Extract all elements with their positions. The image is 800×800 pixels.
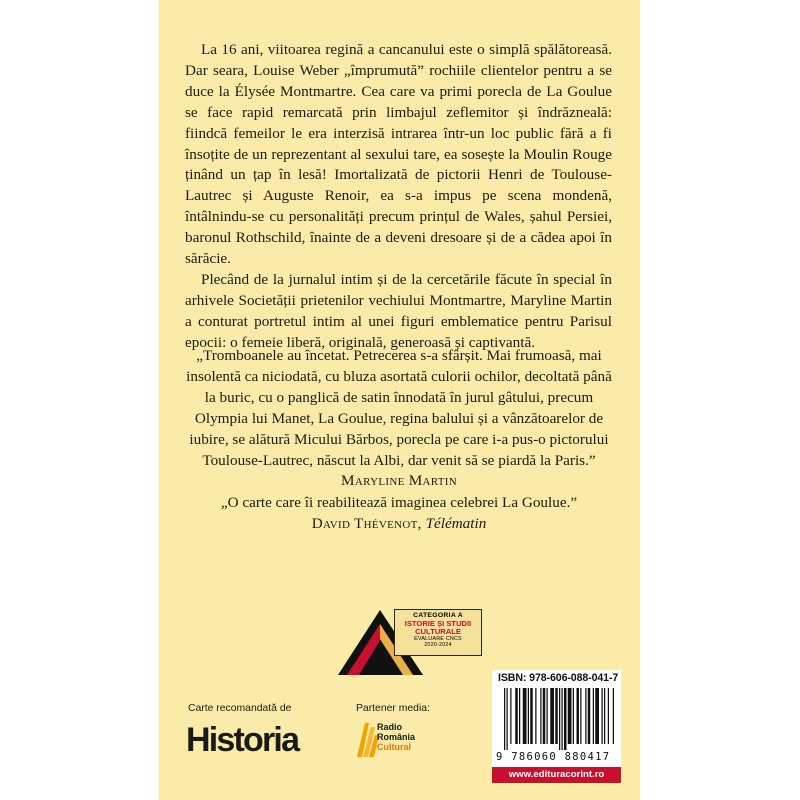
barcode-bar (585, 688, 586, 744)
barcode-bar (608, 688, 609, 744)
recommended-by-label: Carte recomandată de (188, 703, 292, 714)
historia-logo: Historia (186, 721, 299, 759)
quote-text: „O carte care îi reabilitează imaginea celebrei La Goulue.” (220, 494, 578, 511)
badge-years: 2020-2024 (424, 642, 452, 649)
quote-text: „Tromboanele au încetat. Petrecerea s-a sfârșit. Mai frumoasă, mai insolentă ca niciodată, cu bluza asortată culorii ochilor, decoltată până la buric, cu o panglică de satin înnodată în jurul gâtului, precum Olympia lui Manet, La Goulue, regina balului și a vânzătoarelor de iubire, se alătură Micului Bărbos, porecla pe care i-a pus-o pictorului Toulouse-Lautrec, născut la Albi, dar venit să se piardă la Paris.” (186, 347, 612, 469)
barcode-bar (593, 688, 594, 744)
barcode-bar (580, 688, 581, 744)
barcode-bar (602, 688, 603, 744)
barcode-bar (519, 688, 520, 744)
cultural-word: Cultural (377, 742, 412, 752)
quote-david-thevenot (186, 492, 612, 534)
isbn-label: ISBN: 978-606-088-041-7 (498, 672, 619, 684)
barcode-bar (588, 688, 591, 744)
barcode-digits: 9 786060 880417 (496, 751, 611, 763)
badge-category: CATEGORIA A (413, 612, 463, 619)
barcode-bar (595, 688, 599, 744)
barcode-bar (562, 688, 563, 750)
barcode-bar (543, 688, 546, 744)
quote-maryline-martin (186, 346, 612, 492)
quote-author: David Thévenot, (311, 515, 422, 532)
badge-field-1: ISTORIE ȘI STUDII (404, 619, 472, 628)
barcode-bar (510, 688, 511, 744)
quote-author: Maryline Martin (341, 472, 457, 490)
barcode-bar (540, 688, 541, 744)
badge-evaluation: EVALUARE CNCS (414, 636, 462, 642)
barcode-bar (564, 688, 567, 750)
barcode-bar (535, 688, 536, 744)
cncs-category-badge (394, 609, 482, 656)
badge-field-2: CULTURALE (415, 627, 461, 636)
blurb (185, 40, 612, 354)
barcode-bar (555, 688, 558, 744)
barcode-bar (604, 688, 605, 744)
barcode-bar (613, 688, 614, 744)
quote-source: Télématin (425, 515, 487, 532)
romania-word: România (377, 732, 416, 742)
barcode-bar (515, 688, 518, 744)
barcode-bar (530, 688, 533, 744)
barcode-bar (568, 688, 572, 744)
barcode-bar (528, 688, 529, 744)
barcode-bar (504, 688, 505, 750)
barcode-bar (559, 688, 560, 750)
barcode-bar (547, 688, 548, 744)
radio-word: Radio (377, 722, 403, 732)
radio-romania-cultural-text (377, 722, 415, 752)
barcode-bar (577, 688, 580, 744)
barcode-bar (523, 688, 527, 744)
blurb-paragraph-2: Plecând de la jurnalul intim și de la cercetările făcute în special în arhivele Societății prietenilor vechiului Montmartre, Maryline Martin a conturat portretul intim al unei figuri emblematice pentru Parisul epocii: o femeie liberă, originală, generoasă și captivantă. (185, 270, 612, 351)
publisher-website: www.edituracorint.ro (492, 767, 621, 783)
media-partner-label: Partener media: (356, 703, 430, 714)
blurb-paragraph-1: La 16 ani, viitoarea regină a cancanului este o simplă spălătoreasă. Dar seara, Louise Weber „împrumută” rochiile clientelor pentru a se duce la Élysée Montmartre. Cea care va primi porecla de La Goulue se face rapid remarcată prin limbajul zeflemitor și îndrăzneală: fiindcă femeilor le era interzisă intrarea într-un loc public fără a fi însoțite de un reprezentant al sexului tare, ea sosește la Moulin Rouge ținând un țap în lesă! Imortalizată de pictorii Henri de Toulouse-Lautrec și Auguste Renoir, ea s-a impus pe scena mondenă, întâlnindu-se cu personalități precum prințul de Wales, șahul Persiei, baronul Rothschild, înainte de a deveni dresoare și de a cădea apoi în sărăcie. (185, 41, 612, 268)
barcode-bar (507, 688, 508, 750)
barcode-bar (550, 688, 554, 744)
barcode-bar (573, 688, 574, 744)
barcode (494, 686, 619, 750)
